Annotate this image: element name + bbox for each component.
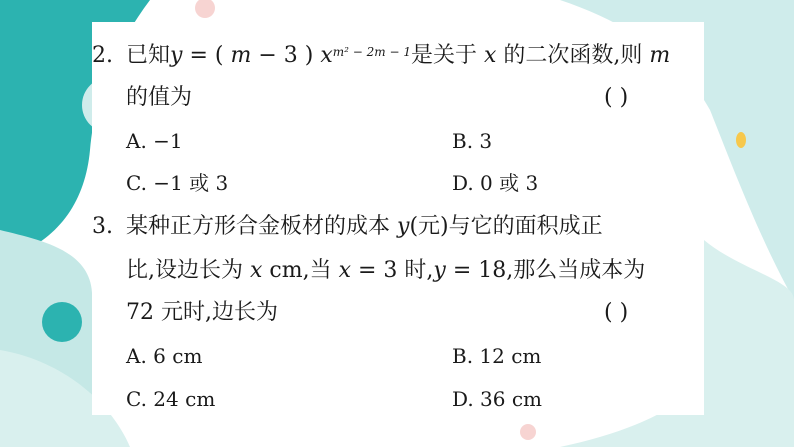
q3-text-2d: = 18,那么当成本为: [445, 258, 646, 283]
q3-var-y2: y: [433, 258, 446, 283]
q2-option-a: A. −1: [126, 129, 183, 153]
content-card: [92, 22, 704, 415]
q3-number: 3.: [92, 214, 113, 239]
q2-text-tail: 的二次函数,则: [503, 43, 643, 68]
q2-var-m: m: [230, 43, 252, 68]
q2-var-x2: x: [483, 43, 497, 68]
q2-var-y: y: [170, 43, 183, 68]
q3-text-2a: 比,设边长为: [126, 258, 243, 283]
pink-dot-bottom: [520, 424, 536, 440]
teal-circle-bottom-left: [42, 302, 82, 342]
yellow-dot-right: [736, 132, 746, 148]
q3-text-2b: cm,当: [262, 258, 332, 283]
q2-answer-blank: ( ): [604, 85, 629, 110]
q3-var-y: y: [397, 214, 410, 239]
q3-option-d: D. 36 cm: [452, 387, 543, 411]
q3-option-b: B. 12 cm: [452, 344, 542, 368]
q3-text-2c: = 3 时,: [351, 258, 434, 283]
q2-line-2: 的值为: [126, 85, 193, 110]
q2-number: 2.: [92, 43, 113, 68]
q2-var-m2: m: [649, 43, 671, 68]
q3-var-x: x: [250, 258, 263, 283]
q3-var-x2: x: [338, 258, 352, 283]
q3-text-1: 某种正方形合金板材的成本: [126, 214, 391, 239]
pink-dot-top: [195, 0, 215, 18]
q3-line-2: [126, 258, 645, 284]
q2-text-post: 是关于: [410, 43, 477, 68]
q3-option-a: A. 6 cm: [126, 344, 203, 368]
q2-exponent: m² − 2m − 1: [332, 45, 411, 59]
q2-text-pre: 已知: [126, 43, 171, 68]
q2-var-x: x: [320, 43, 333, 68]
q3-answer-blank: ( ): [604, 300, 629, 325]
q2-option-d: D. 0 或 3: [452, 171, 539, 195]
q2-minus3: − 3 ): [251, 43, 321, 68]
q3-line-3: 72 元时,边长为: [126, 300, 278, 325]
q3-line-1: [126, 214, 603, 240]
q2-eq: = (: [182, 43, 231, 68]
q2-option-b: B. 3: [452, 129, 493, 153]
q3-text-1-tail: (元)与它的面积成正: [409, 214, 603, 239]
q2-line-1: [126, 43, 670, 69]
q3-option-c: C. 24 cm: [126, 387, 216, 411]
q2-option-c: C. −1 或 3: [126, 171, 229, 195]
